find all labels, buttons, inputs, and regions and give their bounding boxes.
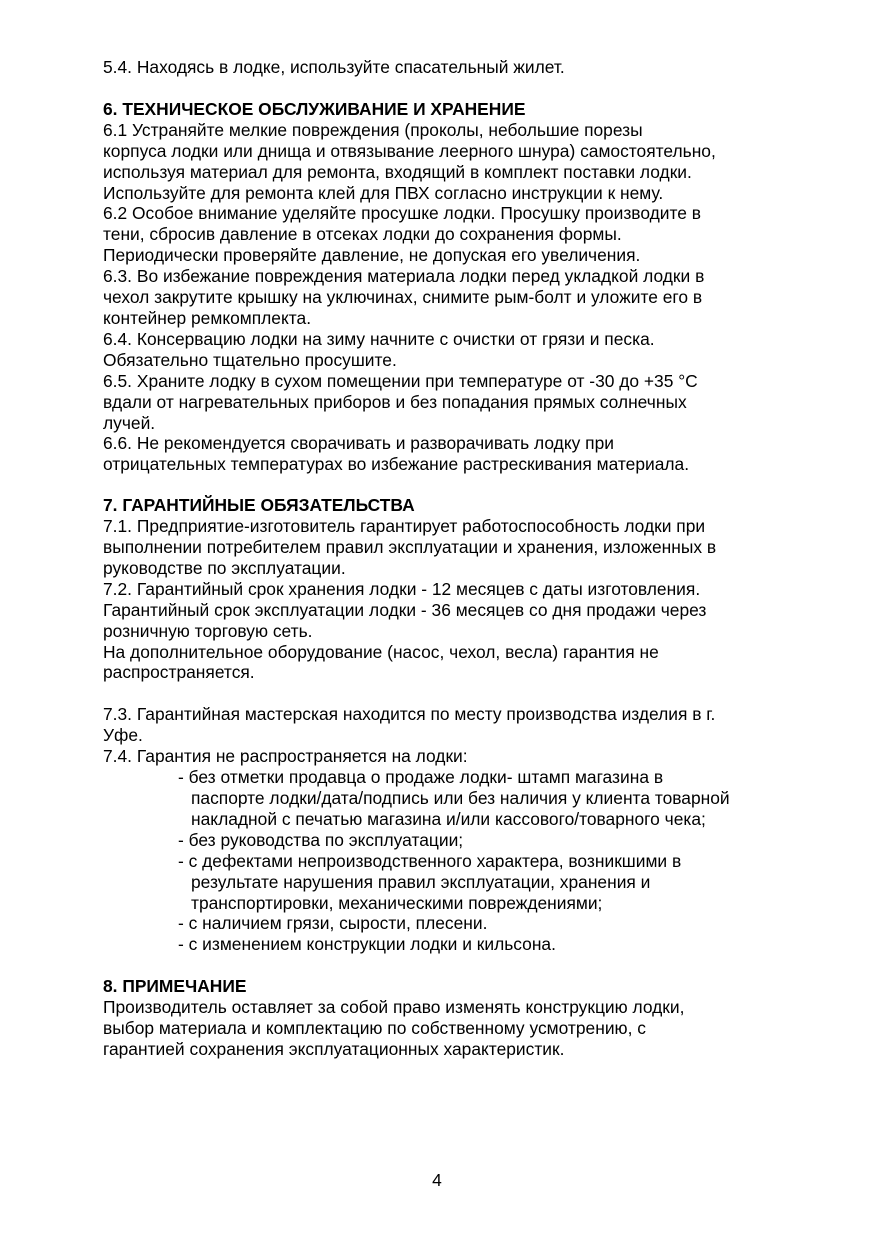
section-7-line: 7.4. Гарантия не распространяется на лодки: (103, 746, 468, 767)
paragraph-5-4: 5.4. Находясь в лодке, используйте спасательный жилет. (103, 57, 565, 77)
section-8-line: гарантией сохранения эксплуатационных характеристик. (103, 1038, 565, 1059)
section-7-line: Гарантийный срок эксплуатации лодки - 36 месяцев со дня продажи через (103, 599, 707, 620)
section-6-line: 6.5. Храните лодку в сухом помещении при температуре от -30 до +35 °С (103, 370, 698, 391)
section-6-line: Используйте для ремонта клей для ПВХ согласно инструкции к нему. (103, 182, 664, 203)
section-6-line: 6.1 Устраняйте мелкие повреждения (проколы, небольшие порезы (103, 119, 643, 140)
section-7-heading: 7. ГАРАНТИЙНЫЕ ОБЯЗАТЕЛЬСТВА (103, 495, 415, 516)
section-7-line: Уфе. (103, 725, 143, 746)
section-6-line: лучей. (103, 412, 156, 433)
section-6-line: 6.4. Консервацию лодки на зиму начните с очистки от грязи и песка. (103, 328, 655, 349)
exclusion-item: - без отметки продавца о продаже лодки- штамп магазина в (178, 767, 664, 788)
section-6-line: чехол закрутите крышку на уключинах, снимите рым-болт и уложите его в (103, 287, 703, 308)
exclusion-item: - без руководства по эксплуатации; (178, 829, 464, 850)
section-6-line: тени, сбросив давление в отсеках лодки до сохранения формы. (103, 224, 622, 245)
section-7-line: 7.3. Гарантийная мастерская находится по месту производства изделия в г. (103, 704, 716, 725)
section-7-line: распространяется. (103, 662, 255, 683)
section-7-line: розничную торговую сеть. (103, 620, 313, 641)
section-8-line: выбор материала и комплектацию по собственному усмотрению, с (103, 1018, 646, 1039)
exclusion-item: - с изменением конструкции лодки и кильсона. (178, 934, 556, 955)
section-8-heading: 8. ПРИМЕЧАНИЕ (103, 976, 247, 997)
section-7-line: 7.1. Предприятие-изготовитель гарантирует работоспособность лодки при (103, 516, 706, 537)
section-7-line: руководстве по эксплуатации. (103, 557, 346, 578)
page-content (103, 57, 803, 1060)
section-6-line: используя материал для ремонта, входящий в комплект поставки лодки. (103, 161, 692, 182)
section-7-line: 7.2. Гарантийный срок хранения лодки - 12 месяцев с даты изготовления. (103, 578, 701, 599)
section-6 (103, 99, 803, 475)
section-7 (103, 495, 803, 955)
section-6-line: 6.6. Не рекомендуется сворачивать и разворачивать лодку при (103, 433, 614, 454)
exclusion-item: - с наличием грязи, сырости, плесени. (178, 913, 488, 934)
exclusions-list (103, 767, 803, 955)
section-6-line: Обязательно тщательно просушите. (103, 349, 397, 370)
exclusion-item-continuation: паспорте лодки/дата/подпись или без наличия у клиента товарной (191, 788, 730, 808)
section-7-line: На дополнительное оборудование (насос, чехол, весла) гарантия не (103, 641, 659, 662)
section-8 (103, 976, 803, 1060)
exclusion-item: - с дефектами непроизводственного характера, возникшими в (178, 850, 682, 871)
section-6-line: 6.2 Особое внимание уделяйте просушке лодки. Просушку производите в (103, 203, 701, 224)
section-6-line: контейнер ремкомплекта. (103, 307, 312, 328)
section-6-heading: 6. ТЕХНИЧЕСКОЕ ОБСЛУЖИВАНИЕ И ХРАНЕНИЕ (103, 98, 526, 119)
section-8-line: Производитель оставляет за собой право изменять конструкцию лодки, (103, 997, 685, 1018)
section-6-line: вдали от нагревательных приборов и без попадания прямых солнечных (103, 391, 687, 412)
exclusion-item-continuation: накладной с печатью магазина и/или кассового/товарного чека; (191, 808, 706, 829)
section-7-line: выполнении потребителем правил эксплуатации и хранения, изложенных в (103, 537, 717, 558)
section-6-line: отрицательных температурах во избежание растрескивания материала. (103, 454, 690, 475)
section-6-line: 6.3. Во избежание повреждения материала лодки перед укладкой лодки в (103, 266, 705, 287)
page-number: 4 (432, 1170, 442, 1190)
section-6-line: Периодически проверяйте давление, не допуская его увеличения. (103, 245, 641, 266)
exclusion-item-continuation: транспортировки, механическими повреждениями; (191, 892, 603, 913)
section-6-line: корпуса лодки или днища и отвязывание леерного шнура) самостоятельно, (103, 140, 716, 161)
exclusion-item-continuation: результате нарушения правил эксплуатации, хранения и (191, 871, 651, 892)
